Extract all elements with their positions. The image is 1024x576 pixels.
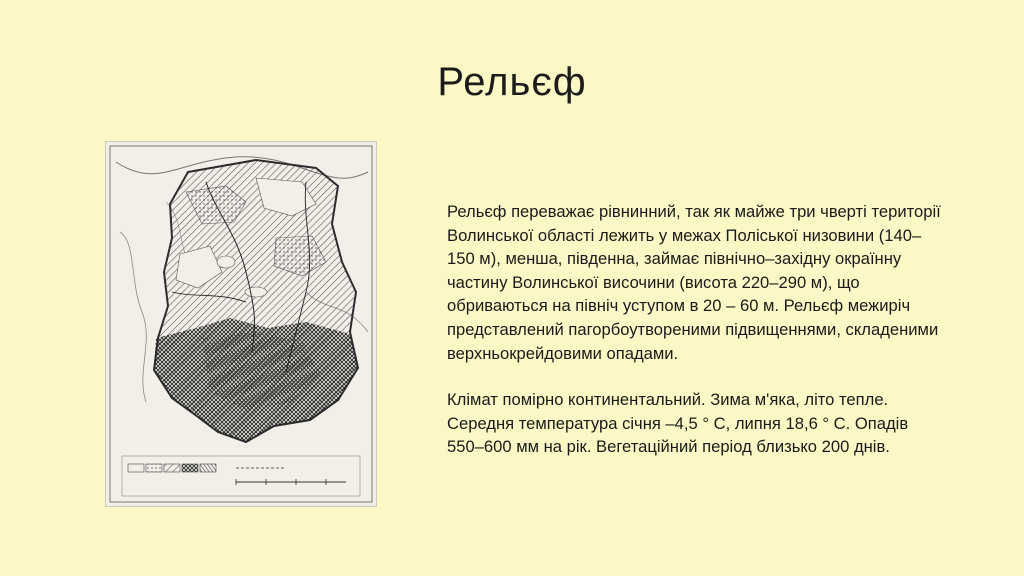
relief-paragraph: Рельєф переважає рівнинний, так як майже три чверті території Волинської області лежить у межах Поліської низовини (140–150 м), менша, південна, займає північно–західну окраїнну частину Волинської височини (висота 220–290 м), що обриваються на північ уступом в 20 – 60 м. Рельєф межиріч представлений пагорбоутвореними підвищеннями, складеними верхньокрейдовими опадами. xyxy=(447,202,941,363)
climate-paragraph: Клімат помірно континентальний. Зима м'яка, літо тепле. Середня температура січня –4,5 ° С, липня 18,6 ° С. Опадів 550–600 мм на рік. Вегетаційний період близько 200 днів. xyxy=(447,390,909,457)
slide-title: Рельєф xyxy=(437,60,587,104)
relief-map-drawing xyxy=(106,142,376,506)
slide-body-text xyxy=(447,200,947,459)
relief-map-image xyxy=(106,142,376,506)
